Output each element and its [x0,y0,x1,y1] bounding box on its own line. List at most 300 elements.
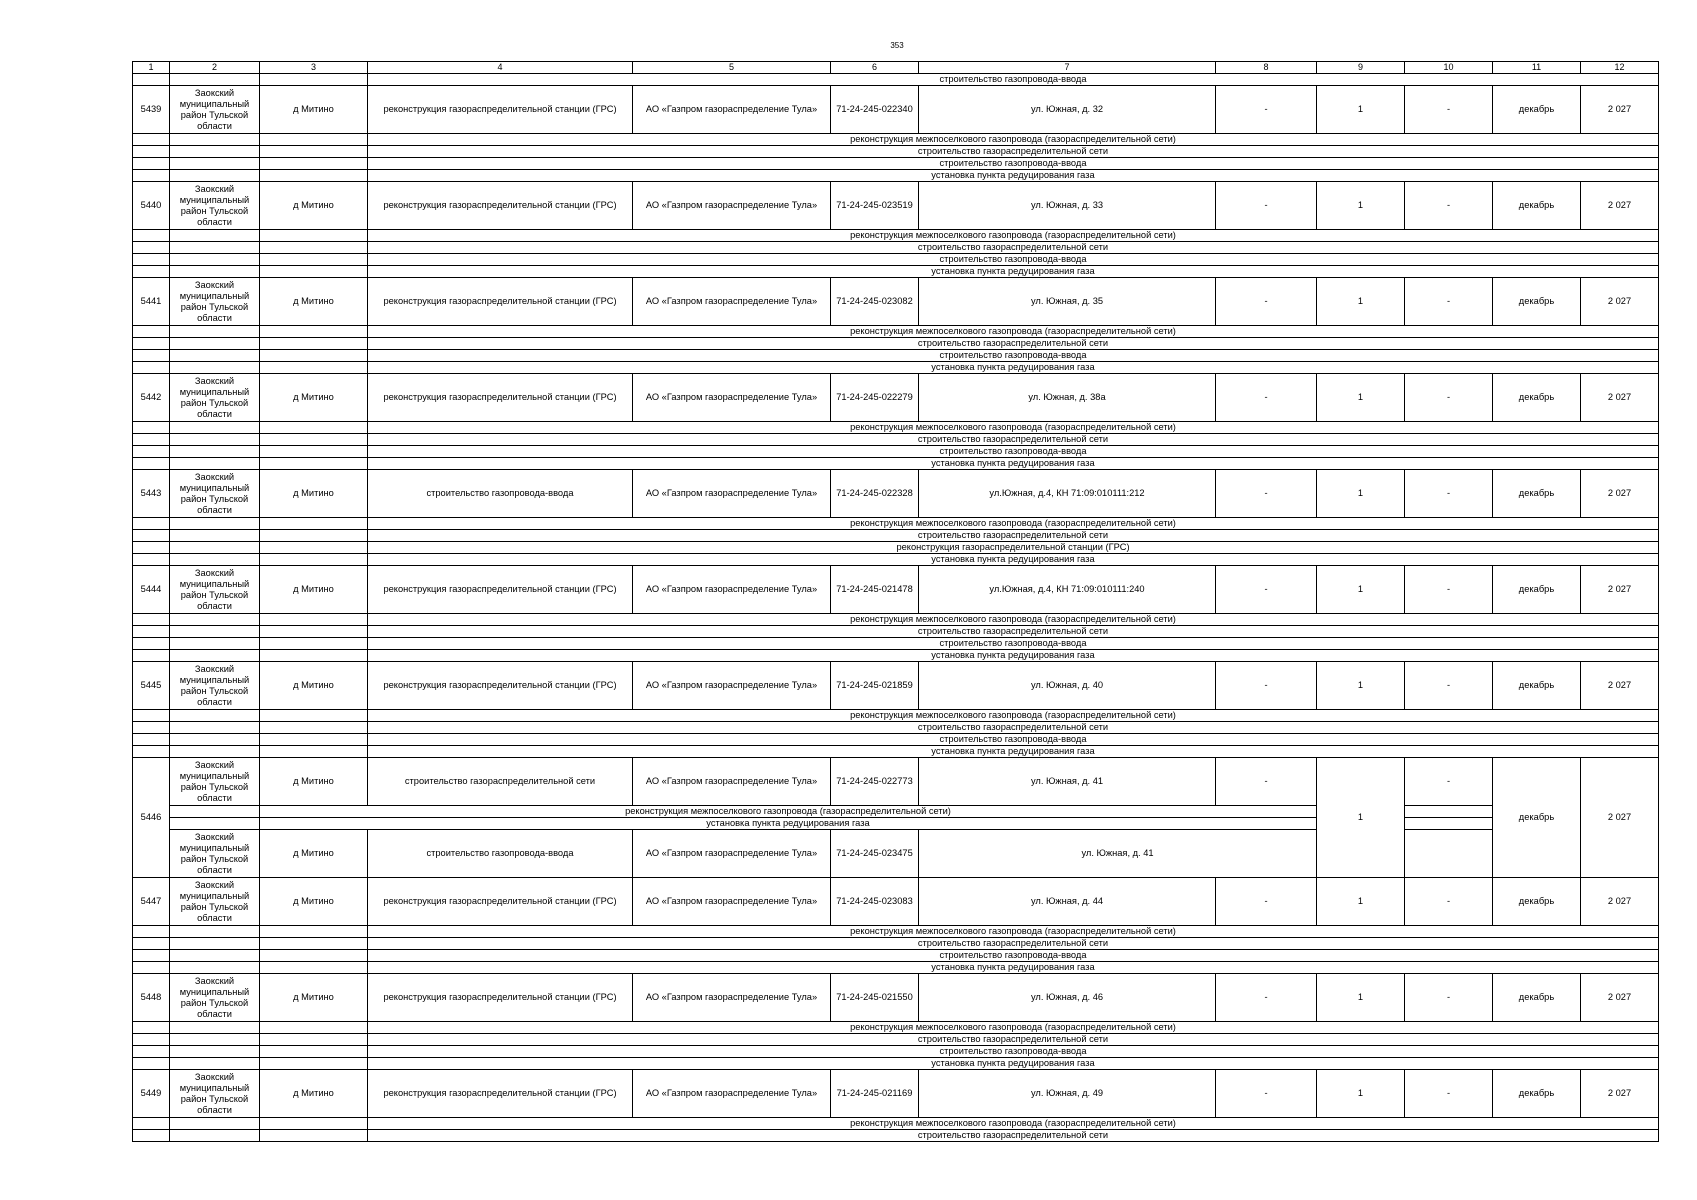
col-9: 1 [1317,470,1405,518]
col-10: - [1405,566,1493,614]
month: декабрь [1493,1070,1581,1118]
sub-work-type: строительство газораспределительной сети [368,722,1659,734]
col-8: - [1216,974,1317,1022]
header-cell: 10 [1405,62,1493,74]
work-type: реконструкция газораспределительной станции (ГРС) [368,1070,633,1118]
sub-work-type: строительство газопровода-ввода [368,950,1659,962]
year: 2 027 [1581,566,1659,614]
empty-cell [170,938,260,950]
settlement: д Митино [260,1070,368,1118]
empty-cell [170,350,260,362]
empty-cell [170,446,260,458]
sub-row [133,350,1659,362]
sub-row [133,1130,1659,1142]
sub-row [133,530,1659,542]
col-9: 1 [1317,662,1405,710]
empty-cell [260,530,368,542]
empty-cell [170,722,260,734]
sub-row [133,818,1659,830]
empty-cell [170,1022,260,1034]
row-number: 5439 [133,86,170,134]
empty-cell [1405,806,1493,818]
empty-cell [170,530,260,542]
empty-cell [133,1022,170,1034]
sub-row [133,242,1659,254]
table-row [133,374,1659,422]
empty-cell [260,134,368,146]
work-type: реконструкция газораспределительной станции (ГРС) [368,662,633,710]
year: 2 027 [1581,974,1659,1022]
application-number: 71-24-245-023475 [831,830,919,878]
work-type: реконструкция газораспределительной станции (ГРС) [368,182,633,230]
header-cell: 7 [919,62,1216,74]
district: Заокский муниципальный район Тульской области [170,182,260,230]
empty-cell [170,338,260,350]
sub-work-type: строительство газопровода-ввода [368,74,1659,86]
organization: АО «Газпром газораспределение Тула» [633,278,831,326]
empty-cell [133,338,170,350]
empty-cell [1405,830,1493,878]
empty-cell [170,158,260,170]
sub-row [133,962,1659,974]
settlement: д Митино [260,662,368,710]
district: Заокский муниципальный район Тульской области [170,278,260,326]
empty-cell [133,734,170,746]
settlement: д Митино [260,974,368,1022]
sub-row [133,734,1659,746]
empty-cell [170,458,260,470]
col-10: - [1405,878,1493,926]
address: ул. Южная, д. 49 [919,1070,1216,1118]
sub-work-type: установка пункта редуцирования газа [368,458,1659,470]
empty-cell [260,1130,368,1142]
application-number: 71-24-245-021550 [831,974,919,1022]
table-row [133,830,1659,878]
work-type: строительство газораспределительной сети [368,758,633,806]
sub-row [133,626,1659,638]
empty-cell [133,1034,170,1046]
sub-row [133,338,1659,350]
district: Заокский муниципальный район Тульской области [170,470,260,518]
year: 2 027 [1581,278,1659,326]
application-number: 71-24-245-022328 [831,470,919,518]
header-cell: 12 [1581,62,1659,74]
sub-row [133,1046,1659,1058]
sub-work-type: строительство газораспределительной сети [368,1034,1659,1046]
sub-work-type: реконструкция газораспределительной станции (ГРС) [368,542,1659,554]
empty-cell [260,170,368,182]
row-number: 5445 [133,662,170,710]
empty-cell [133,614,170,626]
empty-cell [133,1058,170,1070]
empty-cell [133,434,170,446]
sub-work-type: строительство газораспределительной сети [368,146,1659,158]
sub-work-type: строительство газопровода-ввода [368,446,1659,458]
empty-cell [170,254,260,266]
sub-row [133,230,1659,242]
sub-work-type: строительство газопровода-ввода [368,1046,1659,1058]
empty-cell [170,434,260,446]
empty-cell [170,962,260,974]
col-8: - [1216,566,1317,614]
table-row [133,278,1659,326]
address: ул. Южная, д. 41 [919,758,1216,806]
empty-cell [260,542,368,554]
col-10: - [1405,662,1493,710]
col-10: - [1405,374,1493,422]
month: декабрь [1493,878,1581,926]
empty-cell [260,650,368,662]
col-8: - [1216,374,1317,422]
sub-row [133,266,1659,278]
address: ул. Южная, д. 38а [919,374,1216,422]
year: 2 027 [1581,470,1659,518]
address: ул. Южная, д. 32 [919,86,1216,134]
empty-cell [133,518,170,530]
sub-work-type: строительство газораспределительной сети [368,626,1659,638]
empty-cell [133,554,170,566]
district: Заокский муниципальный район Тульской области [170,830,260,878]
year: 2 027 [1581,182,1659,230]
empty-cell [260,1034,368,1046]
sub-row [133,446,1659,458]
empty-cell [170,614,260,626]
month: декабрь [1493,974,1581,1022]
header-row [133,62,1659,74]
organization: АО «Газпром газораспределение Тула» [633,662,831,710]
empty-cell [260,434,368,446]
month: декабрь [1493,566,1581,614]
empty-cell [260,950,368,962]
empty-cell [260,242,368,254]
sub-row [133,158,1659,170]
empty-cell [133,266,170,278]
empty-cell [133,722,170,734]
sub-row [133,806,1659,818]
empty-cell [133,650,170,662]
sub-work-type: установка пункта редуцирования газа [368,554,1659,566]
col-10: - [1405,1070,1493,1118]
settlement: д Митино [260,758,368,806]
table-row [133,470,1659,518]
sub-work-type: строительство газораспределительной сети [368,938,1659,950]
empty-cell [260,362,368,374]
application-number: 71-24-245-022773 [831,758,919,806]
work-type: реконструкция газораспределительной станции (ГРС) [368,974,633,1022]
month: декабрь [1493,278,1581,326]
sub-work-type: строительство газопровода-ввода [368,350,1659,362]
empty-cell [260,266,368,278]
month: декабрь [1493,662,1581,710]
empty-cell [260,734,368,746]
sub-row [133,146,1659,158]
year: 2 027 [1581,662,1659,710]
sub-row [133,614,1659,626]
settlement: д Митино [260,374,368,422]
empty-cell [170,554,260,566]
application-number: 71-24-245-023082 [831,278,919,326]
district: Заокский муниципальный район Тульской области [170,662,260,710]
empty-cell [133,746,170,758]
empty-cell [260,710,368,722]
empty-cell [133,134,170,146]
work-type: реконструкция газораспределительной станции (ГРС) [368,878,633,926]
empty-cell [170,710,260,722]
col-10: - [1405,182,1493,230]
application-number: 71-24-245-021478 [831,566,919,614]
empty-cell [260,722,368,734]
sub-work-type: реконструкция межпоселкового газопровода (газораспределительной сети) [368,614,1659,626]
row-number: 5440 [133,182,170,230]
district: Заокский муниципальный район Тульской области [170,566,260,614]
empty-cell [133,710,170,722]
empty-cell [170,1118,260,1130]
empty-cell [170,326,260,338]
empty-cell [133,638,170,650]
sub-work-type: установка пункта редуцирования газа [368,170,1659,182]
sub-work-type: установка пункта редуцирования газа [368,650,1659,662]
sub-work-type: строительство газораспределительной сети [368,530,1659,542]
sub-work-type: установка пункта редуцирования газа [368,962,1659,974]
col-9: 1 [1317,758,1405,878]
organization: АО «Газпром газораспределение Тула» [633,374,831,422]
empty-cell [260,518,368,530]
sub-work-type: установка пункта редуцирования газа [368,266,1659,278]
district: Заокский муниципальный район Тульской области [170,374,260,422]
sub-work-type: строительство газопровода-ввода [368,734,1659,746]
empty-cell [133,230,170,242]
organization: АО «Газпром газораспределение Тула» [633,1070,831,1118]
col-10: - [1405,470,1493,518]
row-number: 5449 [133,1070,170,1118]
sub-row [133,746,1659,758]
col-8: - [1216,878,1317,926]
table-row [133,566,1659,614]
empty-cell [260,230,368,242]
sub-row [133,554,1659,566]
empty-cell [170,746,260,758]
settlement: д Митино [260,182,368,230]
empty-cell [170,806,260,818]
col-9: 1 [1317,566,1405,614]
empty-cell [170,542,260,554]
sub-row [133,1022,1659,1034]
header-cell: 8 [1216,62,1317,74]
empty-cell [170,74,260,86]
year: 2 027 [1581,86,1659,134]
sub-work-type: строительство газораспределительной сети [368,434,1659,446]
empty-cell [170,422,260,434]
address: ул.Южная, д.4, КН 71:09:010111:212 [919,470,1216,518]
sub-work-type: реконструкция межпоселкового газопровода (газораспределительной сети) [260,806,1317,818]
col-9: 1 [1317,182,1405,230]
header-cell: 4 [368,62,633,74]
address: ул. Южная, д. 35 [919,278,1216,326]
col-8: - [1216,278,1317,326]
empty-cell [260,938,368,950]
application-number: 71-24-245-023083 [831,878,919,926]
application-number: 71-24-245-021859 [831,662,919,710]
header-cell: 5 [633,62,831,74]
empty-cell [260,146,368,158]
sub-work-type: строительство газораспределительной сети [368,242,1659,254]
sub-work-type: строительство газораспределительной сети [368,338,1659,350]
sub-work-type: строительство газопровода-ввода [368,254,1659,266]
district: Заокский муниципальный район Тульской области [170,974,260,1022]
month: декабрь [1493,182,1581,230]
month: декабрь [1493,374,1581,422]
col-9: 1 [1317,278,1405,326]
empty-cell [133,962,170,974]
sub-row [133,1058,1659,1070]
empty-cell [170,638,260,650]
address: ул. Южная, д. 33 [919,182,1216,230]
table-row [133,758,1659,806]
empty-cell [133,170,170,182]
sub-row [133,170,1659,182]
row-number: 5448 [133,974,170,1022]
sub-row [133,1118,1659,1130]
header-cell: 2 [170,62,260,74]
sub-row [133,422,1659,434]
col-10: - [1405,278,1493,326]
empty-cell [260,746,368,758]
sub-work-type: строительство газораспределительной сети [368,1130,1659,1142]
application-number: 71-24-245-022279 [831,374,919,422]
address: ул. Южная, д. 40 [919,662,1216,710]
organization: АО «Газпром газораспределение Тула» [633,566,831,614]
header-cell: 6 [831,62,919,74]
table-row [133,662,1659,710]
empty-cell [260,962,368,974]
sub-work-type: реконструкция межпоселкового газопровода (газораспределительной сети) [368,1118,1659,1130]
month: декабрь [1493,470,1581,518]
empty-cell [133,938,170,950]
empty-cell [260,326,368,338]
gasification-table [132,61,1659,1142]
year: 2 027 [1581,1070,1659,1118]
sub-row [133,926,1659,938]
sub-work-type: реконструкция межпоселкового газопровода (газораспределительной сети) [368,326,1659,338]
month: декабрь [1493,86,1581,134]
empty-cell [133,542,170,554]
empty-cell [170,950,260,962]
empty-cell [133,926,170,938]
sub-work-type: реконструкция межпоселкового газопровода (газораспределительной сети) [368,926,1659,938]
sub-row [133,434,1659,446]
empty-cell [170,170,260,182]
empty-cell [133,950,170,962]
empty-cell [170,1046,260,1058]
address: ул.Южная, д.4, КН 71:09:010111:240 [919,566,1216,614]
sub-work-type: реконструкция межпоселкового газопровода (газораспределительной сети) [368,422,1659,434]
empty-cell [133,242,170,254]
header-cell: 3 [260,62,368,74]
empty-cell [170,926,260,938]
sub-work-type: реконструкция межпоселкового газопровода (газораспределительной сети) [368,518,1659,530]
empty-cell [133,350,170,362]
empty-cell [260,254,368,266]
col-8: - [1216,182,1317,230]
address: ул. Южная, д. 46 [919,974,1216,1022]
sub-row [133,518,1659,530]
empty-cell [260,1046,368,1058]
empty-cell [133,1118,170,1130]
empty-cell [1405,818,1493,830]
work-type: строительство газопровода-ввода [368,830,633,878]
organization: АО «Газпром газораспределение Тула» [633,470,831,518]
year: 2 027 [1581,878,1659,926]
sub-work-type: реконструкция межпоселкового газопровода (газораспределительной сети) [368,134,1659,146]
address: ул. Южная, д. 44 [919,878,1216,926]
work-type: реконструкция газораспределительной станции (ГРС) [368,374,633,422]
sub-work-type: реконструкция межпоселкового газопровода (газораспределительной сети) [368,1022,1659,1034]
empty-cell [260,926,368,938]
empty-cell [170,146,260,158]
col-10: - [1405,974,1493,1022]
application-number: 71-24-245-023519 [831,182,919,230]
sub-work-type: строительство газопровода-ввода [368,158,1659,170]
empty-cell [260,422,368,434]
empty-cell [170,626,260,638]
empty-cell [133,446,170,458]
work-type: реконструкция газораспределительной станции (ГРС) [368,278,633,326]
empty-cell [133,1130,170,1142]
district: Заокский муниципальный район Тульской области [170,758,260,806]
settlement: д Митино [260,278,368,326]
header-cell: 11 [1493,62,1581,74]
settlement: д Митино [260,86,368,134]
empty-cell [133,458,170,470]
sub-work-type: строительство газопровода-ввода [368,638,1659,650]
year: 2 027 [1581,758,1659,878]
month: декабрь [1493,758,1581,878]
sub-row [133,938,1659,950]
empty-cell [170,134,260,146]
table-row [133,878,1659,926]
sub-work-type: установка пункта редуцирования газа [368,362,1659,374]
empty-cell [170,1130,260,1142]
sub-row [133,134,1659,146]
table-row [133,182,1659,230]
sub-work-type: установка пункта редуцирования газа [368,1058,1659,1070]
empty-cell [170,242,260,254]
organization: АО «Газпром газораспределение Тула» [633,830,831,878]
empty-cell [133,74,170,86]
header-cell: 1 [133,62,170,74]
empty-cell [133,422,170,434]
sub-row [133,542,1659,554]
empty-cell [133,1046,170,1058]
sub-row [133,326,1659,338]
empty-cell [133,626,170,638]
empty-cell [170,650,260,662]
district: Заокский муниципальный район Тульской области [170,1070,260,1118]
work-type: строительство газопровода-ввода [368,470,633,518]
sub-row [133,950,1659,962]
empty-cell [170,518,260,530]
empty-cell [260,1058,368,1070]
empty-cell [133,326,170,338]
empty-cell [260,1118,368,1130]
application-number: 71-24-245-021169 [831,1070,919,1118]
empty-cell [170,230,260,242]
sub-row [133,1034,1659,1046]
empty-cell [170,818,260,830]
settlement: д Митино [260,830,368,878]
empty-cell [260,446,368,458]
empty-cell [170,362,260,374]
